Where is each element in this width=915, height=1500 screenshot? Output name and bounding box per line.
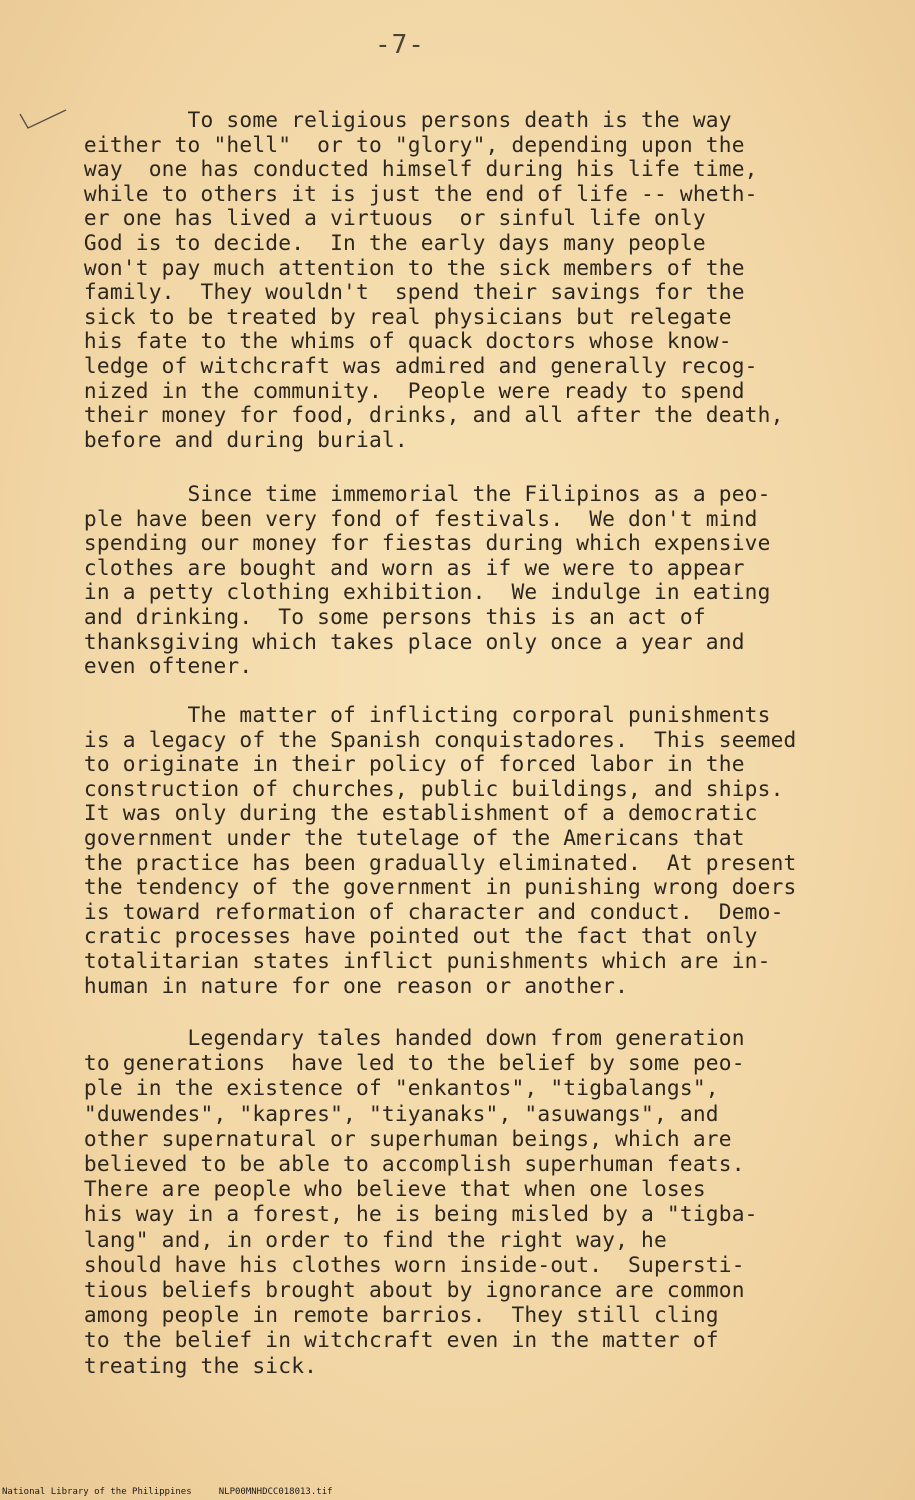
text-line: clothes are bought and worn as if we were to appear [58,554,745,580]
text-line: believed to be able to accomplish superhuman feats. [58,1151,745,1177]
text-line: family. They wouldn't spend their savings for the [58,279,745,305]
text-line: There are people who believe that when one loses [58,1176,706,1202]
paragraph-corporal-punishment [58,703,878,998]
text-line: "duwendes", "kapres", "tiyanaks", "asuwangs", and [58,1100,719,1126]
text-line: while to others it is just the end of life -- wheth- [58,180,758,206]
text-line: ple in the existence of "enkantos", "tigbalangs", [58,1075,719,1101]
text-line: lang" and, in order to find the right way, he [58,1226,667,1252]
text-line: cratic processes have pointed out the fact that only [58,923,758,949]
paragraph-festivals [58,482,878,679]
text-line: to originate in their policy of forced labor in the [58,751,745,777]
text-line: treating the sick. [58,1352,318,1378]
text-line: his fate to the whims of quack doctors whose know- [58,328,732,354]
text-line: nized in the community. People were ready to spend [58,377,745,403]
text-line: government under the tutelage of the Americans that [58,824,745,850]
text-line: spending our money for fiestas during which expensive [58,530,771,556]
page-number: -7- [375,30,425,60]
text-line: human in nature for one reason or another. [58,972,629,998]
text-line: er one has lived a virtuous or sinful life only [58,205,706,231]
text-line: ple have been very fond of festivals. We don't mind [58,505,758,531]
text-line: Since time immemorial the Filipinos as a peo- [58,481,771,506]
text-line: won't pay much attention to the sick members of the [58,254,745,280]
text-line: before and during burial. [58,426,408,452]
paragraph-death-beliefs [58,108,878,452]
text-line: the practice has been gradually eliminated. At present [58,849,797,875]
text-line: either to "hell" or to "glory", depending upon the [58,131,745,157]
text-line: his way in a forest, he is being misled by a "tigba- [58,1201,758,1227]
text-line: thanksgiving which takes place only once a year and [58,628,745,654]
text-line: should have his clothes worn inside-out. Supersti- [58,1251,745,1277]
text-line: The matter of inflicting corporal punishments [58,702,771,727]
text-line: to generations have led to the belief by some peo- [58,1050,745,1076]
text-line: to the belief in witchcraft even in the matter of [58,1327,719,1353]
text-line: ledge of witchcraft was admired and generally recog- [58,352,758,378]
text-line: is a legacy of the Spanish conquistadores. This seemed [58,726,797,752]
text-line: among people in remote barrios. They still cling [58,1302,719,1328]
text-line: and drinking. To some persons this is an act of [58,603,706,629]
text-line: God is to decide. In the early days many people [58,229,706,255]
text-line: construction of churches, public buildings, and ships. [58,775,784,801]
text-line: is toward reformation of character and conduct. Demo- [58,898,784,924]
archive-footer: National Library of the Philippines NLP00MNHDCC018013.tif [2,1487,333,1497]
text-line: Legendary tales handed down from generation [58,1025,745,1050]
text-line: sick to be treated by real physicians but relegate [58,303,732,329]
text-line: totalitarian states inflict punishments which are in- [58,947,771,973]
text-line: the tendency of the government in punishing wrong doers [58,874,797,900]
text-line: tious beliefs brought about by ignorance are common [58,1277,745,1303]
paragraph-legendary-tales [58,1025,878,1378]
text-line: even oftener. [58,653,253,679]
text-line: in a petty clothing exhibition. We indulge in eating [58,579,771,605]
text-line: their money for food, drinks, and all after the death, [58,402,784,428]
text-line: To some religious persons death is the way [58,107,732,132]
text-line: way one has conducted himself during his life time, [58,156,758,182]
text-line: other supernatural or superhuman beings, which are [58,1125,732,1151]
text-line: It was only during the establishment of a democratic [58,800,758,826]
